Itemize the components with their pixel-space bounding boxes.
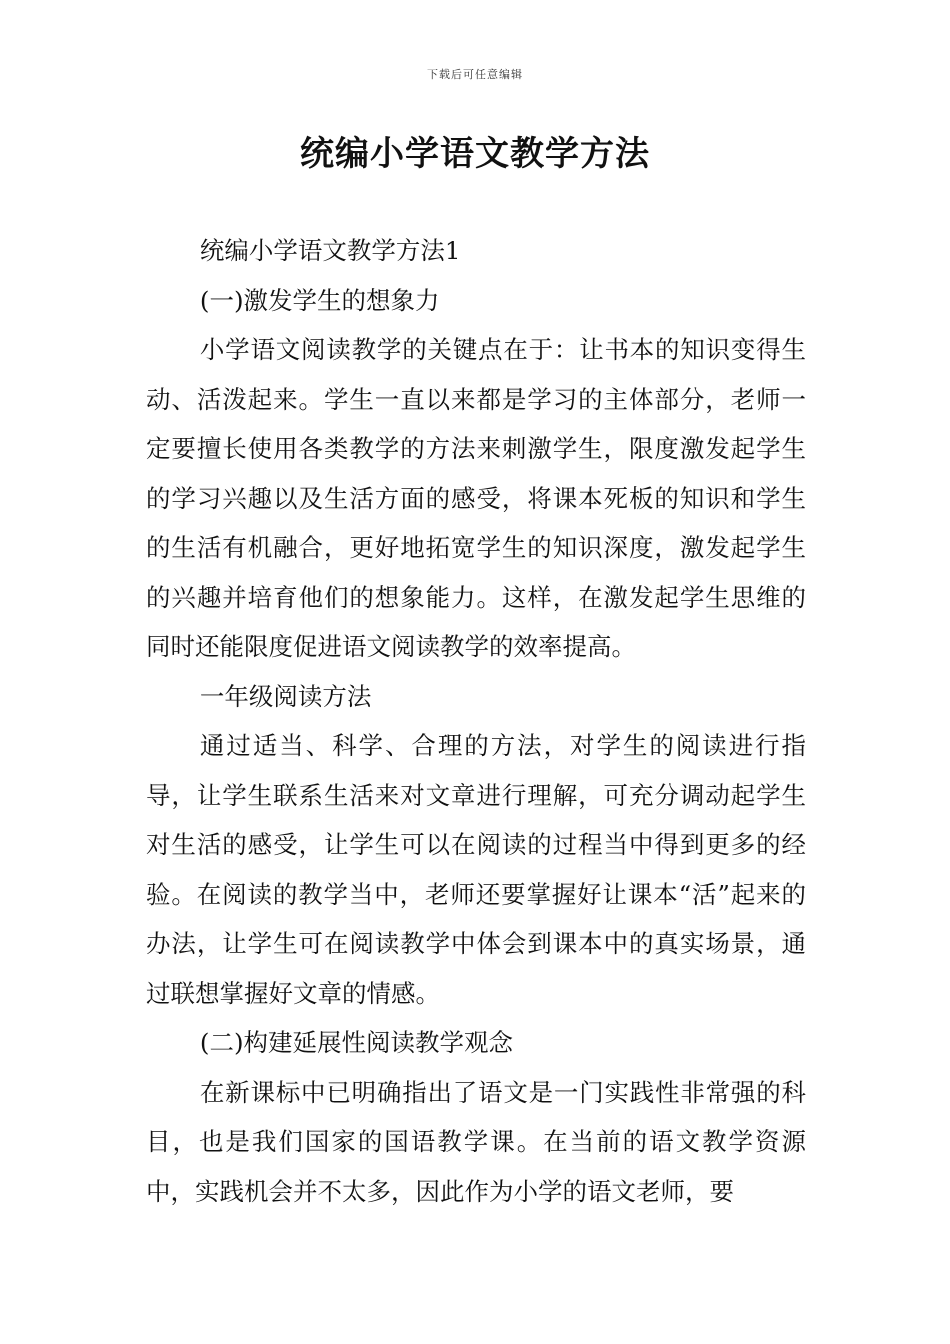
subsection-heading: (一)激发学生的想象力 (199, 285, 440, 315)
body-paragraph: 通过适当、科学、合理的方法，对学生的阅读进行指导，让学生联系生活来对文章进行理解，可充分调动起学生对生活的感受，让学生可以在阅读的过程当中得到更多的经验。在阅读的教学当中，老师还要掌握好让课本“活”起来的办法，让学生可在阅读教学中体会到课本中的真实场景，通过联想掌握好文章的情感。 (146, 731, 806, 1008)
header-note: 下载后可任意编辑 (427, 68, 523, 81)
subsection-heading: 一年级阅读方法 (199, 681, 372, 711)
subsection-heading: (二)构建延展性阅读教学观念 (199, 1028, 514, 1057)
document-title: 统编小学语文教学方法 (300, 134, 650, 174)
section-heading: 统编小学语文教学方法1 (199, 236, 461, 265)
document-body (146, 226, 806, 1216)
body-paragraph: 小学语文阅读教学的关键点在于：让书本的知识变得生动、活泼起来。学生一直以来都是学习的主体部分，老师一定要擅长使用各类教学的方法来刺激学生，限度激发起学生的学习兴趣以及生活方面的感受，将课本死板的知识和学生的生活有机融合，更好地拓宽学生的知识深度，激发起学生的兴趣并培育他们的想象能力。这样，在激发起学生思维的同时还能限度促进语文阅读教学的效率提高。 (146, 335, 806, 661)
body-paragraph: 在新课标中已明确指出了语文是一门实践性非常强的科目，也是我们国家的国语教学课。在当前的语文教学资源中，实践机会并不太多，因此作为小学的语文老师，要 (146, 1077, 806, 1206)
